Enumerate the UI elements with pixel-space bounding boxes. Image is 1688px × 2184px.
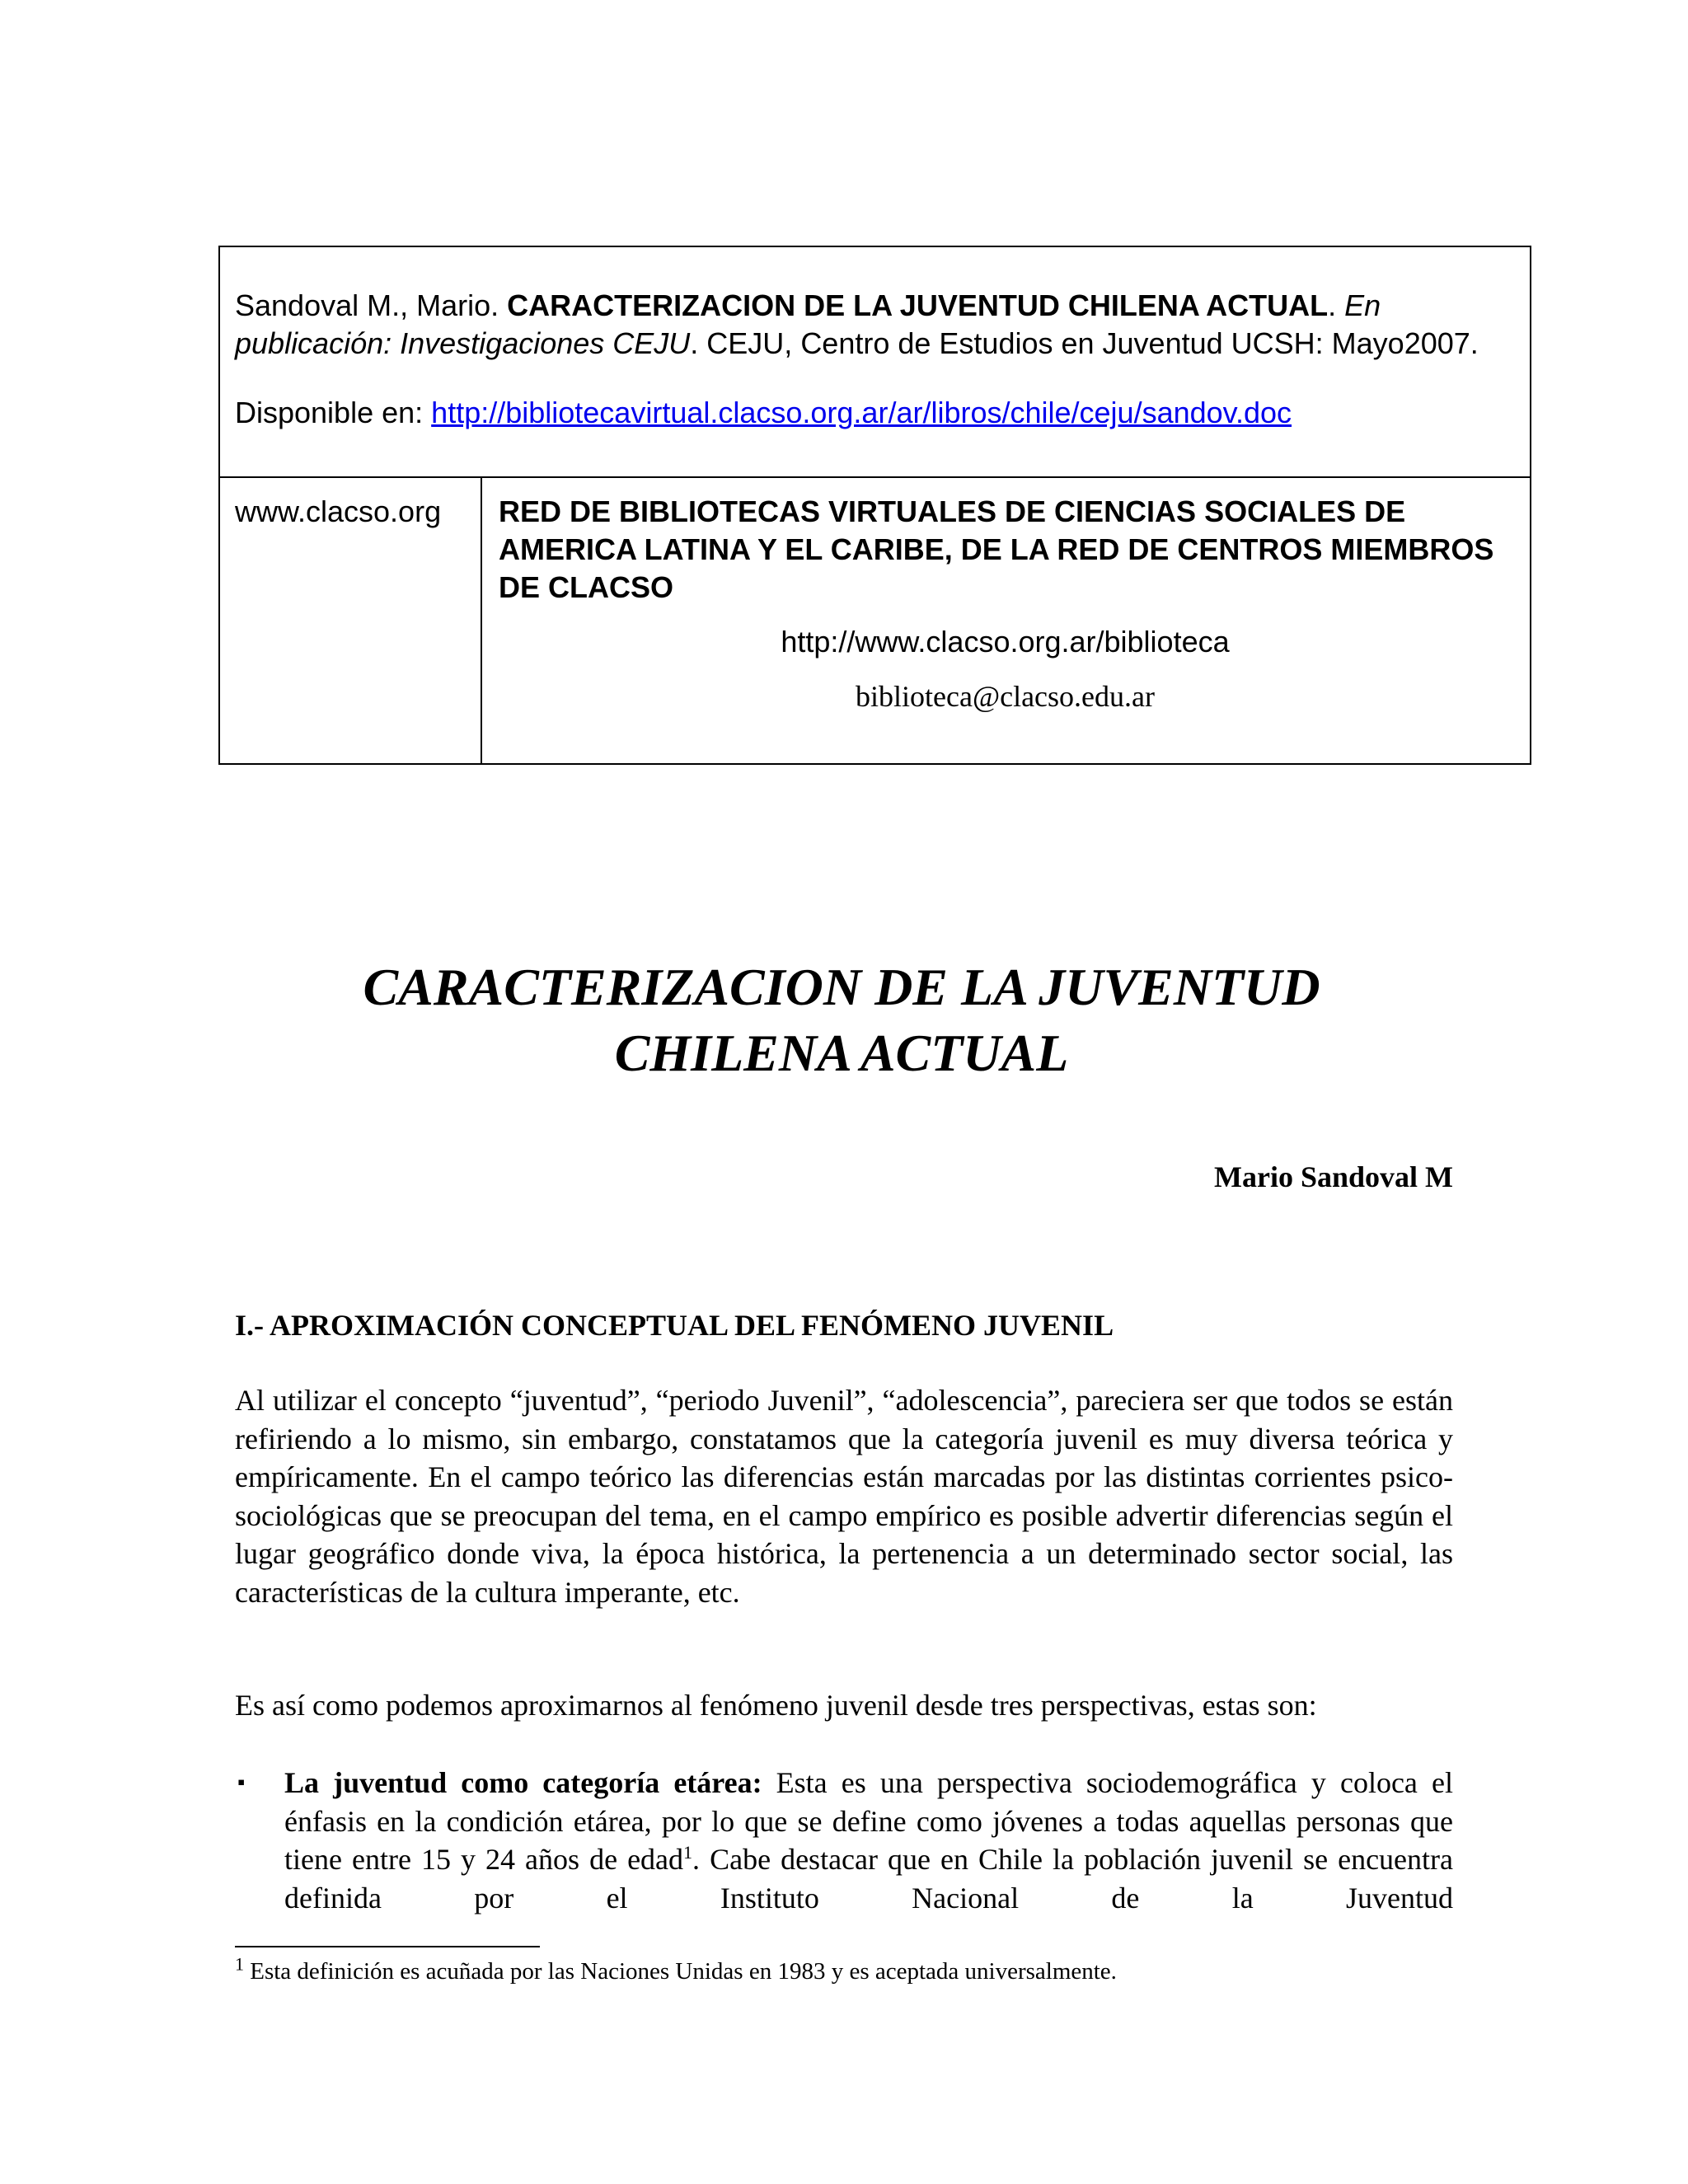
network-title: RED DE BIBLIOTECAS VIRTUALES DE CIENCIAS SOCIALES DE AMERICA LATINA Y EL CARIBE, DE LA RED DE CENTROS MIEMBROS DE CLACSO	[499, 494, 1494, 604]
list-item-body-continued: . Cabe destacar que en Chile la población juvenil se encuentra definida por el Instituto Nacional de la Juventud	[284, 1843, 1453, 1915]
citation-publication: En publicación: Investigaciones CEJU	[235, 288, 1381, 360]
site-text: www.clacso.org	[235, 494, 442, 528]
list-item-text	[284, 1764, 1453, 1917]
available-label: Disponible en:	[235, 396, 424, 429]
list-item-body: Esta es una perspectiva sociodemográfica y coloca el énfasis en la condición etárea, por lo que se define como jóvenes a todas aquellas personas que tiene entre 15 y 24 años de edad	[284, 1766, 1453, 1876]
list-item-label: La juventud como categoría etárea:	[284, 1766, 762, 1799]
citation-title-period: .	[1328, 288, 1337, 322]
available-link[interactable]: http://bibliotecavirtual.clacso.org.ar/ar/libros/chile/ceju/sandov.doc	[431, 396, 1292, 429]
site-cell	[220, 478, 482, 763]
citation-publication-details: . CEJU, Centro de Estudios en Juventud UCSH: Mayo2007.	[690, 326, 1479, 360]
citation-reference	[220, 247, 1530, 478]
footnote	[235, 1953, 1117, 1986]
footnote-text: Esta definición es acuñada por las Naciones Unidas en 1983 y es aceptada universalmente.	[244, 1958, 1117, 1985]
document-title	[218, 954, 1465, 1086]
network-url: http://www.clacso.org.ar/biblioteca	[781, 625, 1230, 658]
section-heading: I.- APROXIMACIÓN CONCEPTUAL DEL FENÓMENO JUVENIL	[235, 1309, 1114, 1342]
paragraph-2: Es así como podemos aproximarnos al fenómeno juvenil desde tres perspectivas, estas son:	[235, 1689, 1317, 1722]
footnote-number: 1	[235, 1953, 244, 1975]
paragraph-1: Al utilizar el concepto “juventud”, “periodo Juvenil”, “adolescencia”, pareciera ser que todos se están refiriendo a lo mismo, sin embargo, constatamos que la categoría juvenil es muy diversa teórica y empíricamente. En el campo teórico las diferencias están marcadas por las distintas corrientes psico-sociológicas que se preocupan del tema, en el campo empírico es posible advertir diferencias según el lugar geográfico donde viva, la época histórica, la pertenencia a un determinado sector social, las características de la cultura imperante, etc.	[235, 1384, 1453, 1609]
document-title-line-2: CHILENA ACTUAL	[614, 1024, 1069, 1082]
availability-line	[235, 394, 1515, 432]
document-title-line-1: CARACTERIZACION DE LA JUVENTUD	[363, 958, 1320, 1016]
footnote-divider	[235, 1946, 540, 1947]
network-email: biblioteca@clacso.edu.ar	[856, 680, 1155, 713]
document-author: Mario Sandoval M	[1213, 1160, 1453, 1193]
citation-author: Sandoval M., Mario.	[235, 288, 499, 322]
citation-title: CARACTERIZACION DE LA JUVENTUD CHILENA ACTUAL	[507, 288, 1329, 322]
network-cell	[482, 478, 1530, 763]
citation-box	[218, 246, 1531, 765]
square-bullet-icon: ▪	[237, 1770, 246, 1794]
footnote-reference: 1	[683, 1842, 693, 1863]
